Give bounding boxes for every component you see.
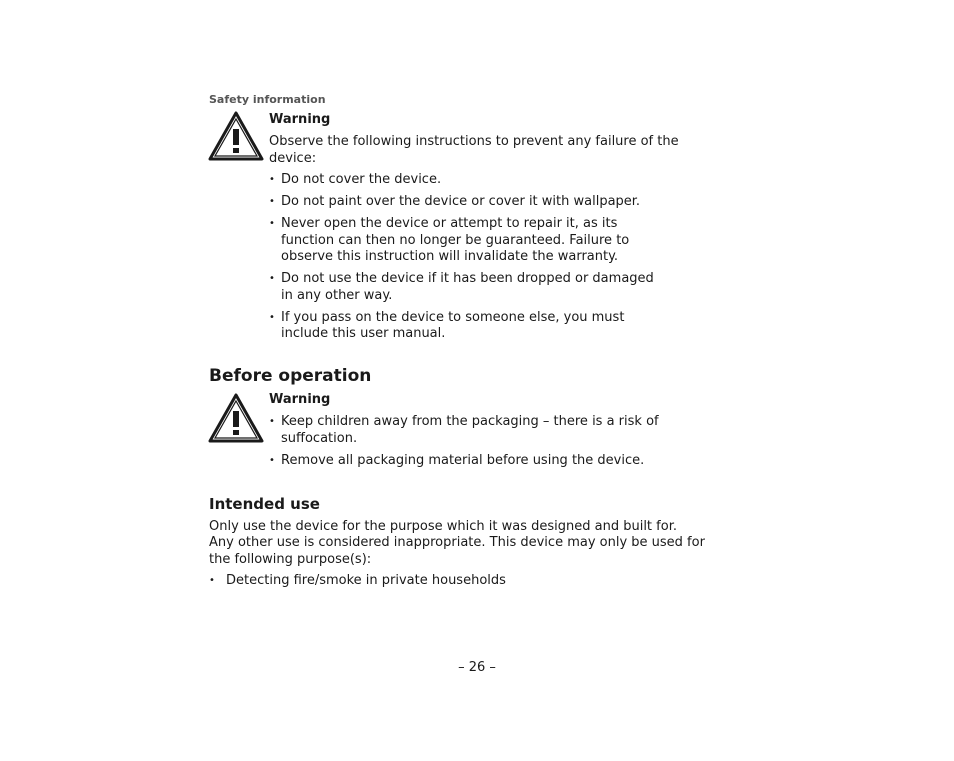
list-item: • Detecting fire/smoke in private households [209,573,709,590]
page-number: – 26 – [458,660,496,675]
intended-use-paragraph: Only use the device for the purpose which it was designed and built for. [209,519,677,534]
intended-use-heading: Intended use [209,495,320,513]
list-item: • Do not use the device if it has been dropped or damaged in any other way. [269,271,669,304]
list-item: • If you pass on the device to someone else, you must include this user manual. [269,310,669,343]
warning-bullet-list [269,172,669,348]
list-item: • Never open the device or attempt to repair it, as its function can then no longer be guaranteed. Failure to observe this instruction will invalidate the warranty. [269,216,669,266]
warning-title: Warning [269,112,331,127]
list-item: • Keep children away from the packaging – there is a risk of suffocation. [269,414,669,447]
warning-title: Warning [269,392,331,407]
warning-triangle-icon [208,111,264,161]
section-label: Safety information [209,93,326,106]
warning-triangle-icon [208,393,264,443]
list-item: • Do not cover the device. [269,172,669,189]
before-operation-heading: Before operation [209,366,372,386]
warning-intro: Observe the following instructions to prevent any failure of the device: [269,134,679,166]
intended-use-bullet-list [209,573,709,595]
list-item: • Remove all packaging material before using the device. [269,453,669,470]
intended-use-paragraph: Any other use is considered inappropriate. This device may only be used for the following purpose(s): [209,535,705,567]
list-item: • Do not paint over the device or cover it with wallpaper. [269,194,669,211]
before-operation-bullet-list [269,414,669,475]
